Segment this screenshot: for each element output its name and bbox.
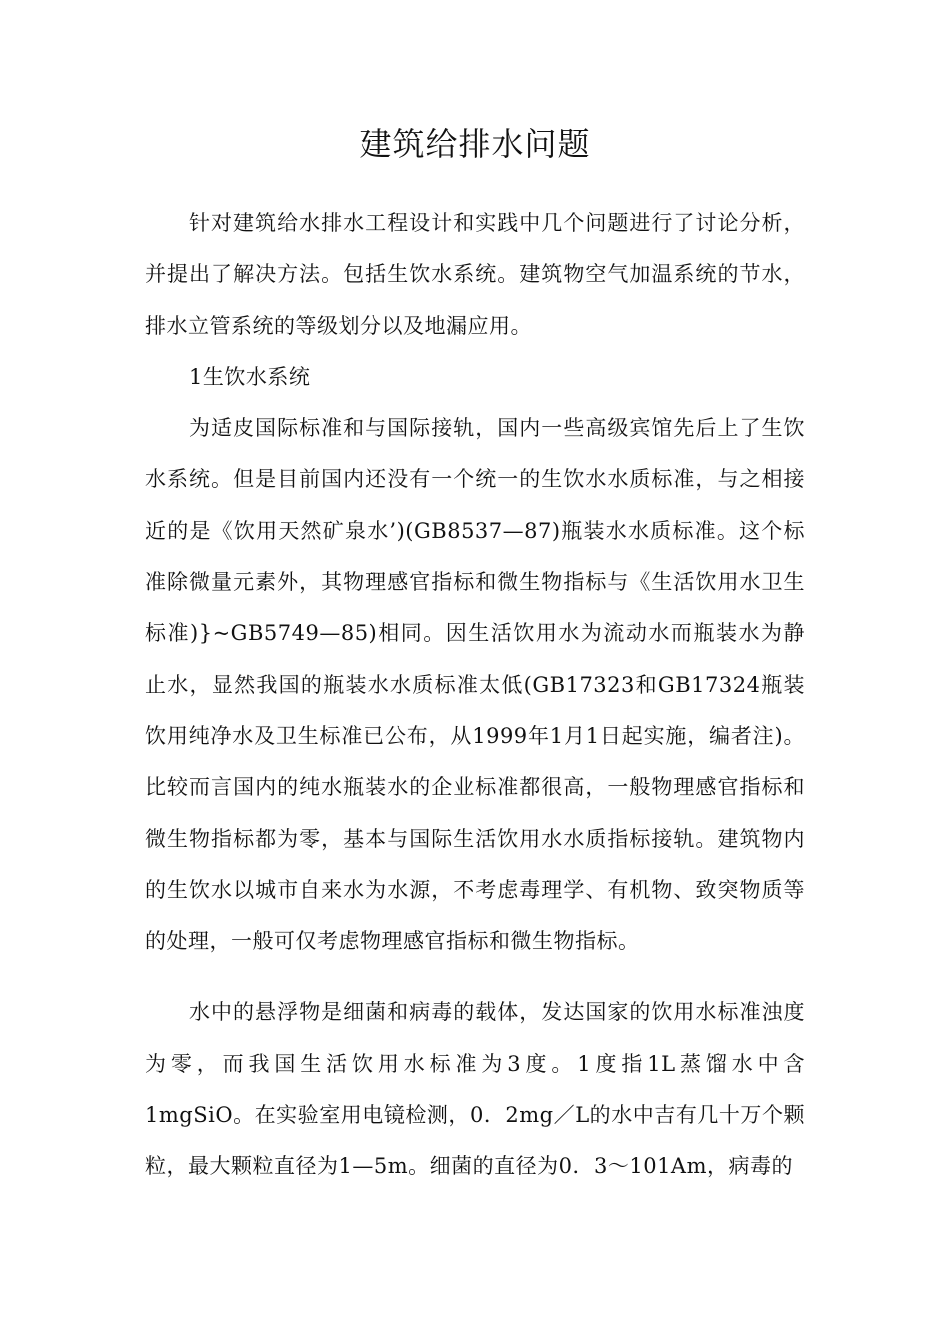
document-page bbox=[145, 118, 805, 1193]
paragraph-abstract: 针对建筑给水排水工程设计和实践中几个问题进行了讨论分析，并提出了解决方法。包括生饮水系统。建筑物空气加温系统的节水，排水立管系统的等级划分以及地漏应用。 bbox=[145, 211, 805, 338]
paragraph-drinking-water-standards: 为适皮国际标准和与国际接轨，国内一些高级宾馆先后上了生饮水系统。但是目前国内还没有一个统一的生饮水水质标准，与之相接近的是《饮用天然矿泉水’)(GB8537—87)瓶装水水质标准。这个标准除微量元素外，其物理感官指标和微生物指标与《生活饮用水卫生标准)}~GB5749—85)相同。因生活饮用水为流动水而瓶装水为静止水，显然我国的瓶装水水质标准太低(GB17323和GB17324瓶装饮用纯净水及卫生标准已公布，从1999年1月1日起实施，编者注)。比较而言国内的纯水瓶装水的企业标准都很高，一般物理感官指标和微生物指标都为零，基本与国际生活饮用水水质指标接轨。建筑物内的生饮水以城市自来水为水源，不考虑毒理学、有机物、致突物质等的处理，一般可仅考虑物理感官指标和微生物指标。 bbox=[145, 416, 805, 954]
paragraph-suspended-matter: 水中的悬浮物是细菌和病毒的载体，发达国家的饮用水标准浊度为零，而我国生活饮用水标准为3度。1度指1L蒸馏水中含1mgSiO。在实验室用电镜检测，0．2mg／L的水中吉有几十万个颗粒，最大颗粒直径为1—5m。细菌的直径为0．3～101Am，病毒的 bbox=[145, 1000, 805, 1179]
section-heading-drinking-water: 1生饮水系统 bbox=[189, 364, 311, 389]
document-title: 建筑给排水问题 bbox=[359, 125, 591, 163]
